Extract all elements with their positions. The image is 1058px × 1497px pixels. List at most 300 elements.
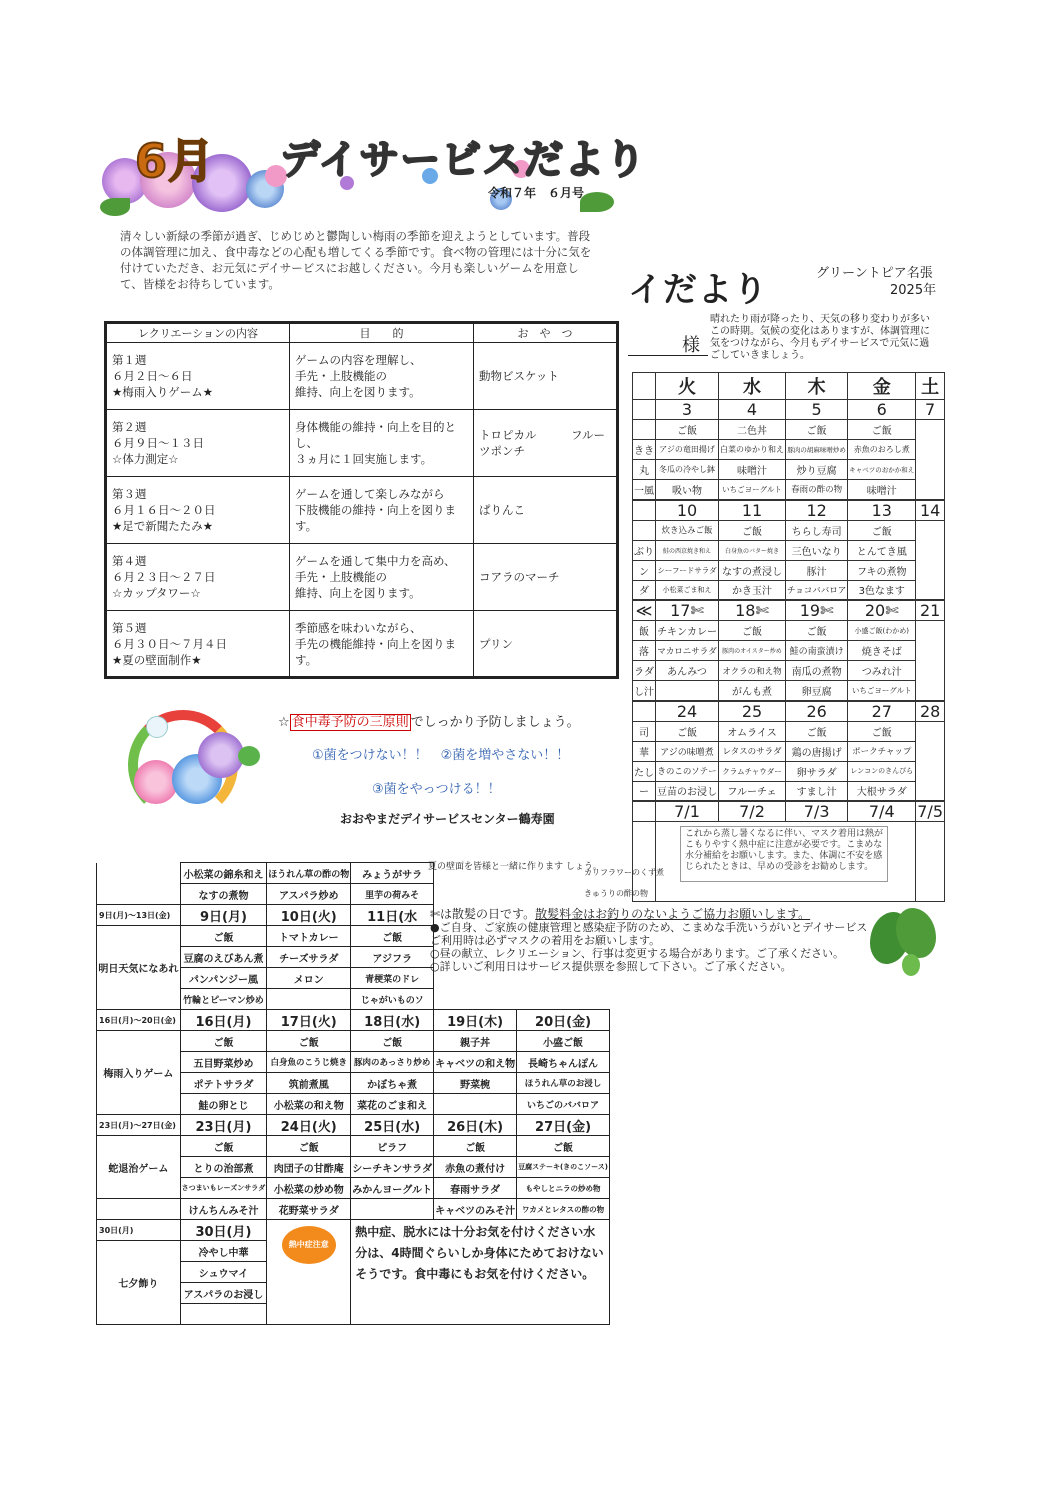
menu-date-row	[97, 1220, 610, 1241]
purpose-cell	[290, 611, 474, 678]
meal-cell: フキの煮物	[848, 560, 916, 580]
side-menu-item: きゅうりの酢の物	[584, 889, 648, 898]
calendar-cut-cell	[633, 400, 656, 420]
table-row	[106, 343, 618, 410]
meal-cell: 二色丼	[719, 420, 786, 440]
meal-cell: なすの煮物	[180, 884, 267, 905]
calendar-cut-cell	[633, 801, 656, 822]
calendar-day-row	[633, 801, 945, 822]
day-number: 21	[916, 600, 945, 621]
meal-cell: 鶏の唐揚げ	[786, 741, 848, 761]
meal-cell: ご飯	[786, 721, 848, 741]
menu-empty-cell	[434, 989, 610, 1010]
menu-row	[97, 1136, 610, 1157]
week-cell	[106, 611, 290, 678]
meal-cell: ご飯	[180, 1136, 267, 1157]
meal-cell: 春雨サラダ	[434, 1178, 517, 1199]
day-number: 27	[848, 701, 916, 722]
menu-date-row	[97, 1115, 610, 1136]
meal-cell: ほうれん草の酢の物	[267, 863, 351, 884]
snack-cell: ぱりんこ	[474, 477, 618, 544]
meal-cell: アスパラ炒め	[267, 884, 351, 905]
meal-cell: オクラの和え物	[719, 661, 786, 681]
activity-label: 蛇退治ゲーム	[97, 1136, 181, 1199]
meal-cell: みかんヨーグルト	[351, 1178, 434, 1199]
meal-cell: がんも煮	[719, 681, 786, 701]
meal-cell: いちごヨーグルト	[848, 681, 916, 701]
table-row	[106, 410, 618, 477]
day-number: 17✄	[656, 600, 719, 621]
meal-cell: ご飯	[786, 420, 848, 440]
table-row	[106, 611, 618, 678]
food-poisoning-suffix: でしっかり予防しましょう。	[410, 715, 580, 730]
meal-cell: きのこのソテー	[656, 761, 719, 781]
meal-cell: 菜花のごま和え	[351, 1094, 434, 1115]
meal-cell	[267, 989, 351, 1010]
week-label: 第５週	[112, 620, 147, 635]
meal-cell: 豆腐ステーキ(きのこソース)	[517, 1157, 610, 1178]
menu-empty-cell	[434, 926, 610, 947]
meal-cell: 豚肉のオイスター炒め	[719, 641, 786, 661]
meal-cell	[656, 681, 719, 701]
day-header: 25日(水)	[351, 1115, 434, 1136]
meal-cell: じゃがいものソ	[351, 989, 434, 1010]
week-dates: ６月３０日～７月４日	[112, 636, 227, 651]
meal-cell: すまし汁	[786, 781, 848, 801]
meal-cell: 味噌汁	[719, 460, 786, 480]
activity-label: 七夕飾り	[97, 1241, 181, 1325]
week-range: 9日(月)～13日(金)	[97, 905, 181, 926]
leaf-icon	[100, 198, 130, 216]
meal-cell: かき玉汁	[719, 580, 786, 600]
dow-cell: 木	[786, 373, 848, 400]
meal-cell: パンパンジー風	[180, 968, 267, 989]
monthly-calendar	[632, 372, 945, 902]
meal-cell: 鮭の卵とじ	[180, 1094, 267, 1115]
mask-request-text: ●ご自身、ご家族の健康管理と感染症予防のため、こまめな手洗いうがいとデイサービスご利用時は必ずマスクの着用をお願いします。	[430, 921, 868, 947]
activity-label: 明日天気になあれ	[97, 926, 181, 1010]
day-header: 10日(火)	[267, 905, 351, 926]
meal-cell: アジの竜田揚げ	[656, 440, 719, 460]
meal-cell: ご飯	[267, 1031, 351, 1052]
meal-cell: 花野菜サラダ	[267, 1199, 351, 1220]
calendar-meal-row	[633, 721, 945, 741]
meal-cell: アジフラ	[351, 947, 434, 968]
calendar-cut-cell	[633, 701, 656, 722]
meal-cell: みょうがサラ	[351, 863, 434, 884]
day-number: 12	[786, 500, 848, 521]
calendar-cut-cell: きき	[633, 440, 656, 460]
meal-cell: 鮭の南蛮漬け	[786, 641, 848, 661]
day-number: 7/5	[917, 802, 943, 821]
calendar-meal-row	[633, 781, 945, 801]
recreation-header-row	[106, 323, 618, 343]
day-header: 23日(月)	[180, 1115, 267, 1136]
meal-cell: ご飯	[656, 721, 719, 741]
calendar-cut-cell: ラダ	[633, 661, 656, 681]
meal-cell: 肉団子の甘酢庵	[267, 1157, 351, 1178]
calendar-day-row	[633, 600, 945, 621]
meal-cell: 三色いなり	[786, 540, 848, 560]
meal-cell: フルーチェ	[719, 781, 786, 801]
calendar-empty-cell	[916, 822, 945, 902]
meal-cell: ご飯	[180, 1031, 267, 1052]
week-label: 第２週	[112, 420, 147, 434]
purpose-cell	[290, 343, 474, 410]
meal-cell: 小松菜の錦糸和え	[180, 863, 267, 884]
col-header-snack: お や つ	[474, 323, 618, 343]
week-activity: ☆カップタワー☆	[112, 586, 201, 600]
week-dates: ６月２３日～２７日	[112, 570, 216, 584]
meal-cell: 小松菜ごま和え	[656, 580, 719, 600]
meal-cell: キャベツの和え物	[434, 1052, 517, 1073]
meal-cell: 豚汁	[786, 560, 848, 580]
meal-cell: 3色なます	[848, 580, 916, 600]
meal-cell: 野菜椀	[434, 1073, 517, 1094]
meal-cell	[916, 420, 945, 500]
day-number: 7/2	[719, 801, 786, 822]
meal-cell: 小松菜の和え物	[267, 1094, 351, 1115]
calendar-meal-row	[633, 480, 945, 500]
calendar-meal-row	[633, 420, 945, 440]
week-label: 第４週	[112, 554, 147, 568]
calendar-cut-cell: ー	[633, 781, 656, 801]
teru-teru-bozu-icon	[146, 716, 168, 738]
table-row	[106, 477, 618, 544]
meal-cell: 青梗菜のドレ	[351, 968, 434, 989]
calendar-meal-row	[633, 621, 945, 641]
meal-cell: 大根サラダ	[848, 781, 916, 801]
meal-cell: ご飯	[848, 420, 916, 440]
calendar-cut-cell: ぶり	[633, 540, 656, 560]
meal-cell: 冷やし中華	[180, 1241, 267, 1262]
frog-icon	[238, 746, 260, 766]
week-label	[97, 863, 181, 905]
calendar-cut-cell: ン	[633, 560, 656, 580]
week-range: 23日(月)～27日(金)	[97, 1115, 181, 1136]
meal-cell: さつまいもレーズンサラダ	[180, 1178, 267, 1199]
calendar-cut-cell: 司	[633, 721, 656, 741]
day-number: 20✄	[848, 600, 916, 621]
meal-cell: かぼちゃ煮	[351, 1073, 434, 1094]
week-activity: ★夏の壁面制作★	[112, 652, 202, 667]
meal-cell: 赤魚の煮付け	[434, 1157, 517, 1178]
day-number: 13	[848, 500, 916, 521]
purpose-line: 下肢機能の維持・向上を図ります。	[295, 503, 456, 533]
menu-date-row	[97, 905, 610, 926]
meal-cell: ご飯	[848, 721, 916, 741]
calendar-meal-row	[633, 460, 945, 480]
menu-row	[97, 926, 610, 947]
meal-cell: ご飯	[434, 1136, 517, 1157]
meal-cell: ご飯	[517, 1136, 610, 1157]
intro-text: 清々しい新緑の季節が過ぎ、じめじめと鬱陶しい梅雨の季節を迎えようとしています。普段の体調管理に加え、食中毒などの心配も増してくる季節です。食べ物の管理には十分に気を付けていただき、お元気にデイサービスにお越しください。今月も楽しいゲームを用意して、皆様をお待ちしています。	[120, 229, 592, 291]
meal-cell: ご飯	[351, 1031, 434, 1052]
day-number: 14	[916, 500, 945, 521]
center-name: おおやまだデイサービスセンター鶴寿園	[340, 812, 555, 826]
day-number: 3	[656, 400, 719, 420]
calendar-cut-cell: 丸	[633, 460, 656, 480]
haircut-fee-text: 散髪料金はお釣りのないようご協力お願いします。	[535, 907, 811, 921]
menu-row	[97, 1199, 610, 1220]
meal-cell	[916, 520, 945, 600]
leaf-icon	[580, 192, 614, 212]
meal-cell: 白身魚のバター焼き	[719, 540, 786, 560]
meal-cell	[916, 621, 945, 701]
meal-cell: なすの煮浸し	[719, 560, 786, 580]
menu-row	[97, 863, 610, 884]
purpose-cell	[290, 410, 474, 477]
menu-date-row	[97, 1010, 610, 1031]
menu-empty-cell	[434, 884, 610, 905]
day-header: 26日(木)	[434, 1115, 517, 1136]
meal-cell: キャベツのみそ汁	[434, 1199, 517, 1220]
side-menu-item: カリフラワーのくず煮	[584, 868, 664, 877]
meal-cell: キャベツのおかか和え	[848, 460, 916, 480]
snack-cell: 動物ビスケット	[474, 343, 618, 410]
table-row	[106, 544, 618, 611]
meal-cell: とりの治部煮	[180, 1157, 267, 1178]
meal-cell: ご飯	[180, 926, 267, 947]
meal-cell	[916, 721, 945, 801]
calendar-meal-row	[633, 761, 945, 781]
day-header: 19日(木)	[434, 1010, 517, 1031]
lunch-menu-table	[96, 862, 610, 1325]
week-range: 16日(月)～20日(金)	[97, 1010, 181, 1031]
calendar-cut-cell: たし	[633, 761, 656, 781]
calendar-meal-row	[633, 440, 945, 460]
col-header-purpose: 目 的	[290, 323, 474, 343]
day-number: 7	[916, 400, 945, 420]
week-cell	[106, 477, 290, 544]
purpose-line: 手先・上肢機能の	[295, 369, 387, 383]
meal-cell: 小盛ご飯	[517, 1031, 610, 1052]
week-dates: ６月１６日～２０日	[112, 503, 216, 517]
service-sheet-text: ○詳しいご利用日はサービス提供票を参照して下さい。ご了承ください。	[430, 960, 792, 973]
meal-cell: 竹輪とピーマン炒め	[180, 989, 267, 1010]
rainbow-illustration	[128, 710, 268, 810]
meal-cell: ほうれん草のお浸し	[517, 1073, 610, 1094]
badge-cell	[267, 1220, 351, 1325]
snack-cell: プリン	[474, 611, 618, 678]
purpose-line: 維持、向上を図ります。	[295, 586, 421, 600]
meal-cell: 豚肉の胡麻味噌炒め	[786, 440, 848, 460]
calendar-cut-cell: 華	[633, 741, 656, 761]
calendar-day-row	[633, 500, 945, 521]
day-header: 16日(月)	[180, 1010, 267, 1031]
meal-cell: 里芋の荷みそ	[351, 884, 434, 905]
meal-cell: アジの味噌煮	[656, 741, 719, 761]
purpose-line: ゲームの内容を理解し、	[295, 353, 422, 367]
meal-cell: マカロニサラダ	[656, 641, 719, 661]
meal-cell: チーズサラダ	[267, 947, 351, 968]
meal-cell: 春雨の酢の物	[786, 480, 848, 500]
food-poisoning-heading	[278, 711, 580, 730]
recipient-honorific: 様	[682, 335, 700, 356]
purpose-line: 手先の機能維持・向上を図ります。	[295, 636, 456, 667]
day-number: 5	[786, 400, 848, 420]
day-number: 11	[719, 500, 786, 521]
week-range: 30日(月)	[97, 1220, 181, 1241]
menu-empty-cell	[434, 947, 610, 968]
meal-cell: 味噌汁	[848, 480, 916, 500]
day-number: 25	[719, 701, 786, 722]
day-number: 24	[656, 701, 719, 722]
day-header: 27日(金)	[517, 1115, 610, 1136]
haircut-day-text: ✄は散髪の日です。	[430, 907, 536, 921]
heatstroke-caution: 熱中症、脱水には十分お気を付けください水分は、4時間ぐらいしか身体にためておけないそうです。食中毒にもお気を付けください。	[351, 1220, 610, 1325]
meal-cell	[351, 1199, 434, 1220]
week-label: 第３週	[112, 487, 147, 501]
header-month: 6月	[135, 134, 216, 188]
dow-cell: 金	[848, 373, 916, 400]
snack-cell: トロピカル フルーツポンチ	[474, 410, 618, 477]
menu-empty-cell	[434, 905, 610, 926]
week-cell	[106, 410, 290, 477]
menu-empty-cell	[434, 968, 610, 989]
calendar-meal-row	[633, 741, 945, 761]
meal-cell: ご飯	[656, 420, 719, 440]
right-greeting: 晴れたり雨が降ったり、天気の移り変わりが多いこの時期。気候の変化はありますが、体調管理に気をつけながら、今月もデイサービスで元気に過ごしていきましょう。	[710, 314, 930, 361]
calendar-cut-cell: ≪	[633, 600, 656, 621]
meal-cell: とんてき風	[848, 540, 916, 560]
week-cell	[106, 544, 290, 611]
calendar-cut-cell: ダ	[633, 580, 656, 600]
purpose-cell	[290, 544, 474, 611]
food-poisoning-rules: ①菌をつけない！！ ②菌を増やさない！！	[312, 748, 570, 763]
meal-cell: シーチキンサラダ	[351, 1157, 434, 1178]
purpose-line: ３ヵ月に１回実施します。	[295, 452, 433, 466]
recreation-table	[104, 321, 619, 679]
week-activity: ☆体力測定☆	[112, 452, 179, 466]
star-marker: ☆	[278, 715, 290, 730]
meal-cell	[180, 1304, 267, 1325]
meal-cell: 赤魚のおろし煮	[848, 440, 916, 460]
meal-cell: ちらし寿司	[786, 520, 848, 540]
day-header: 17日(火)	[267, 1010, 351, 1031]
meal-cell: いちごのババロア	[517, 1094, 610, 1115]
calendar-dow-row	[633, 373, 945, 400]
org-name: グリーントピア名張	[816, 266, 933, 281]
meal-cell: 白身魚のこうじ焼き	[267, 1052, 351, 1073]
calendar-day-row	[633, 400, 945, 420]
day-number: 6	[848, 400, 916, 420]
calendar-cut-cell: 一風	[633, 480, 656, 500]
food-poisoning-rule3: ③菌をやっつける！！	[372, 782, 501, 797]
activity-label	[97, 1199, 181, 1220]
week-dates: ６月９日～１３日	[112, 436, 204, 450]
purpose-cell	[290, 477, 474, 544]
calendar-meal-row	[633, 520, 945, 540]
right-title: イだより	[628, 270, 768, 310]
meal-cell: ポテトサラダ	[180, 1073, 267, 1094]
day-header: 18日(水)	[351, 1010, 434, 1031]
issue-number: 令和７年 ６月号	[488, 186, 585, 200]
day-header: 24日(火)	[267, 1115, 351, 1136]
meal-cell: つみれ汁	[848, 661, 916, 681]
meal-cell: オムライス	[719, 721, 786, 741]
mask-notice: これから蒸し暑くなるに伴い、マスク着用は熱がこもりやすく熱中症に注意が必要です。こまめな水分補給をお願いします。また、体調に不安を感じられたときは、早めの受診をお勧めします。	[680, 826, 888, 882]
day-number: 7/1	[656, 801, 719, 822]
purpose-line: 手先・上肢機能の	[295, 570, 387, 584]
meal-cell: もやしとニラの炒め物	[517, 1178, 610, 1199]
day-number: 7/4	[848, 801, 916, 822]
week-label: 第１週	[112, 353, 147, 367]
meal-cell: 筑前煮風	[267, 1073, 351, 1094]
meal-cell: ご飯	[719, 520, 786, 540]
calendar-cut-cell: 落	[633, 641, 656, 661]
calendar-cut-cell: 飯	[633, 621, 656, 641]
meal-cell: レンコンのきんぴら	[848, 761, 916, 781]
week-activity: ★足で新聞たたみ★	[112, 519, 214, 533]
day-number: 26	[786, 701, 848, 722]
meal-cell: チョコババロア	[786, 580, 848, 600]
day-number: 10	[656, 500, 719, 521]
meal-cell: メロン	[267, 968, 351, 989]
meal-cell: シュウマイ	[180, 1262, 267, 1283]
dow-cell: 土	[916, 373, 945, 400]
meal-cell: けんちんみそ汁	[180, 1199, 267, 1220]
calendar-meal-row	[633, 580, 945, 600]
meal-cell: ポークチャップ	[848, 741, 916, 761]
day-header: 9日(月)	[180, 905, 267, 926]
day-number: 18✄	[719, 600, 786, 621]
meal-cell: 炒り豆腐	[786, 460, 848, 480]
meal-cell: チキンカレー	[656, 621, 719, 641]
year-label: 2025年	[890, 283, 937, 298]
purpose-line: 身体機能の維持・向上を目的とし、	[295, 420, 456, 450]
schedule-change-text: ○昼の献立、レクリエーション、行事は変更する場合があります。ご了承ください。	[430, 947, 844, 960]
dow-cell: 水	[719, 373, 786, 400]
meal-cell: いちごヨーグルト	[719, 480, 786, 500]
calendar-cut-cell	[633, 520, 656, 540]
purpose-line: ゲームを通して集中力を高め、	[295, 554, 456, 568]
meal-cell: ご飯	[848, 520, 916, 540]
meal-cell: ご飯	[351, 926, 434, 947]
meal-cell: 炊き込みご飯	[656, 520, 719, 540]
page-title: デイサービスだより	[280, 137, 647, 183]
meal-cell: レタスのサラダ	[719, 741, 786, 761]
leaf-frog-illustration	[866, 908, 938, 982]
meal-cell: トマトカレー	[267, 926, 351, 947]
calendar-cut-cell	[633, 420, 656, 440]
calendar-cut-cell	[633, 500, 656, 521]
meal-cell	[434, 1094, 517, 1115]
activity-label: 梅雨入りゲーム	[97, 1031, 181, 1115]
purpose-line: 季節感を味わいながら、	[295, 620, 422, 635]
meal-cell: 卵豆腐	[786, 681, 848, 701]
meal-cell: 豆腐のえびあん煮	[180, 947, 267, 968]
meal-cell: 鮭の西京焼き和え	[656, 540, 719, 560]
wall-decoration-text: 夏の壁面を皆様と一緒に作ります しょう。	[428, 862, 602, 872]
purpose-line: ゲームを通して楽しみながら	[295, 487, 445, 501]
day-number: 4	[719, 400, 786, 420]
meal-cell: あんみつ	[656, 661, 719, 681]
calendar-meal-row	[633, 641, 945, 661]
calendar-meal-row	[633, 661, 945, 681]
calendar-meal-row	[633, 540, 945, 560]
day-header: 30日(月)	[180, 1220, 267, 1241]
meal-cell: クラムチャウダー	[719, 761, 786, 781]
calendar-meal-row	[633, 681, 945, 701]
food-poisoning-highlight: 食中毒予防の三原則	[291, 715, 409, 730]
frog-icon	[902, 954, 920, 976]
col-header-content: レクリエーションの内容	[106, 323, 290, 343]
meal-cell: ご飯	[719, 621, 786, 641]
meal-cell: 小盛ご飯(わかめ)	[848, 621, 916, 641]
meal-cell: ピラフ	[351, 1136, 434, 1157]
recipient-line	[628, 355, 708, 356]
